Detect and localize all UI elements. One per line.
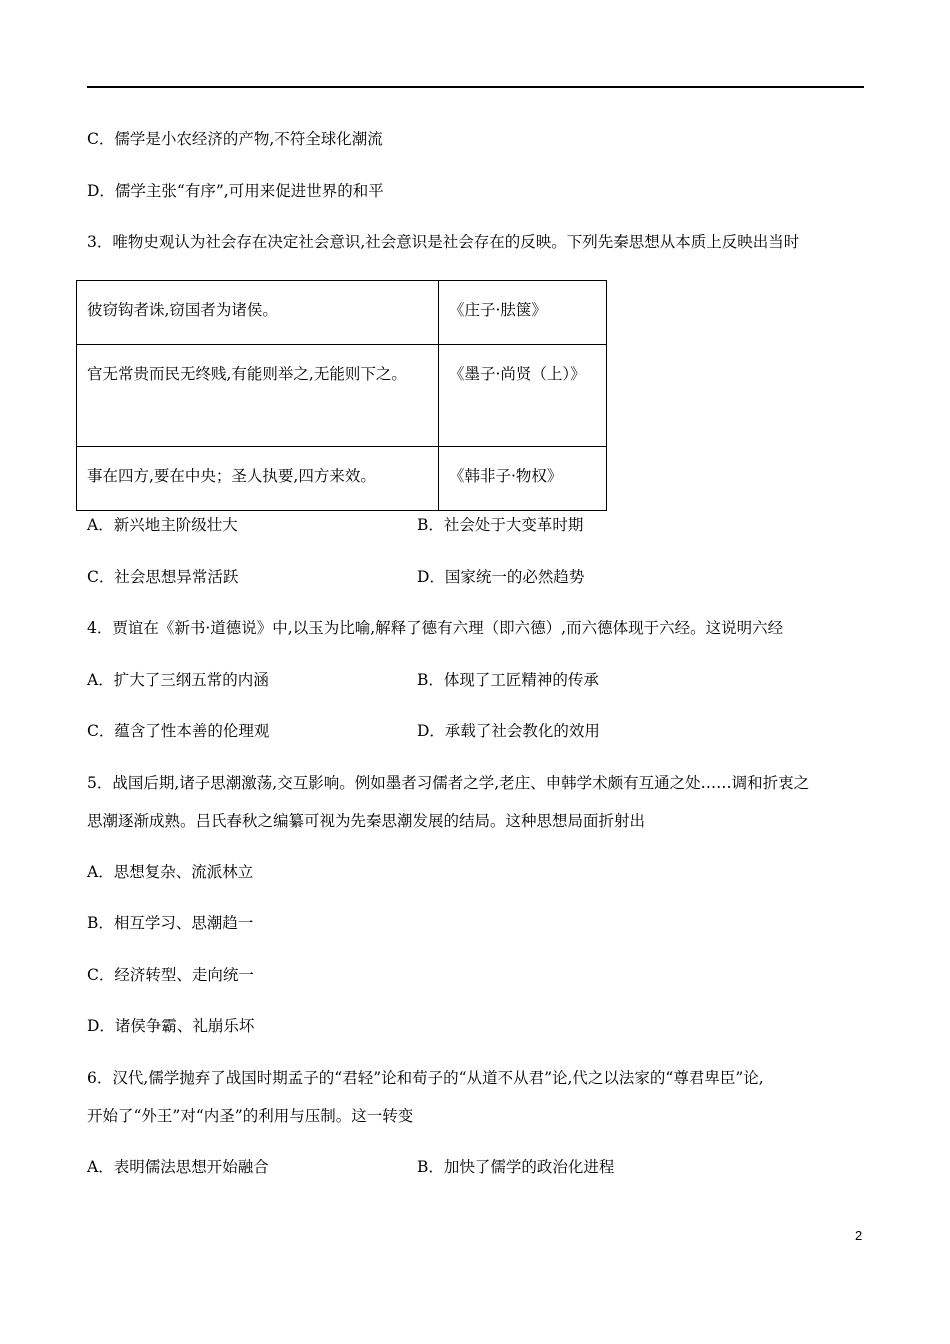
q4-option-c: C．蕴含了性本善的伦理观 <box>87 722 270 740</box>
source-cell: 《墨子·尚贤（上）》 <box>439 345 607 447</box>
quote-cell: 事在四方,要在中央；圣人执要,四方来效。 <box>77 447 439 511</box>
source-cell: 《庄子·胠箧》 <box>439 281 607 345</box>
q3-quote-table <box>76 280 607 511</box>
table-row <box>77 281 607 345</box>
q3-option-c: C．社会思想异常活跃 <box>87 568 239 586</box>
q6-option-b: B．加快了儒学的政治化进程 <box>417 1158 615 1176</box>
quote-cell: 官无常贵而民无终贱,有能则举之,无能则下之。 <box>77 345 439 447</box>
source-cell: 《韩非子·物权》 <box>439 447 607 511</box>
q2-option-d: D．儒学主张“有序”,可用来促进世界的和平 <box>87 182 384 200</box>
q4-option-d: D．承载了社会教化的效用 <box>417 722 600 740</box>
q6-stem-line1: 6．汉代,儒学抛弃了战国时期孟子的“君轻”论和荀子的“从道不从君”论,代之以法家的“尊君卑臣”论, <box>87 1069 764 1087</box>
q5-stem-line1: 5．战国后期,诸子思潮激荡,交互影响。例如墨者习儒者之学,老庄、申韩学术颇有互通之处……调和折衷之 <box>87 774 810 792</box>
q5-stem-line2: 思潮逐渐成熟。吕氏春秋之编纂可视为先秦思潮发展的结局。这种思想局面折射出 <box>87 812 646 830</box>
table-row <box>77 447 607 511</box>
q6-option-a: A．表明儒法思想开始融合 <box>87 1158 269 1176</box>
q5-option-d: D．诸侯争霸、礼崩乐坏 <box>87 1017 255 1035</box>
page-number: 2 <box>855 1228 863 1243</box>
q6-stem-line2: 开始了“外王”对“内圣”的利用与压制。这一转变 <box>87 1107 414 1125</box>
table-row <box>77 345 607 447</box>
q3-option-a: A．新兴地主阶级壮大 <box>87 516 238 534</box>
header-rule <box>87 86 864 88</box>
q5-option-c: C．经济转型、走向统一 <box>87 966 254 984</box>
quote-cell: 彼窃钩者诛,窃国者为诸侯。 <box>77 281 439 345</box>
q5-option-a: A．思想复杂、流派林立 <box>87 863 254 881</box>
q4-option-a: A．扩大了三纲五常的内涵 <box>87 671 269 689</box>
q3-option-b: B．社会处于大变革时期 <box>417 516 584 534</box>
q3-option-d: D．国家统一的必然趋势 <box>417 568 585 586</box>
q5-option-b: B．相互学习、思潮趋一 <box>87 914 254 932</box>
q3-stem: 3．唯物史观认为社会存在决定社会意识,社会意识是社会存在的反映。下列先秦思想从本质上反映出当时 <box>87 233 800 251</box>
q2-option-c: C．儒学是小农经济的产物,不符全球化潮流 <box>87 130 383 148</box>
q4-option-b: B．体现了工匠精神的传承 <box>417 671 599 689</box>
q4-stem: 4．贾谊在《新书·道德说》中,以玉为比喻,解释了德有六理（即六德）,而六德体现于六经。这说明六经 <box>87 619 784 637</box>
